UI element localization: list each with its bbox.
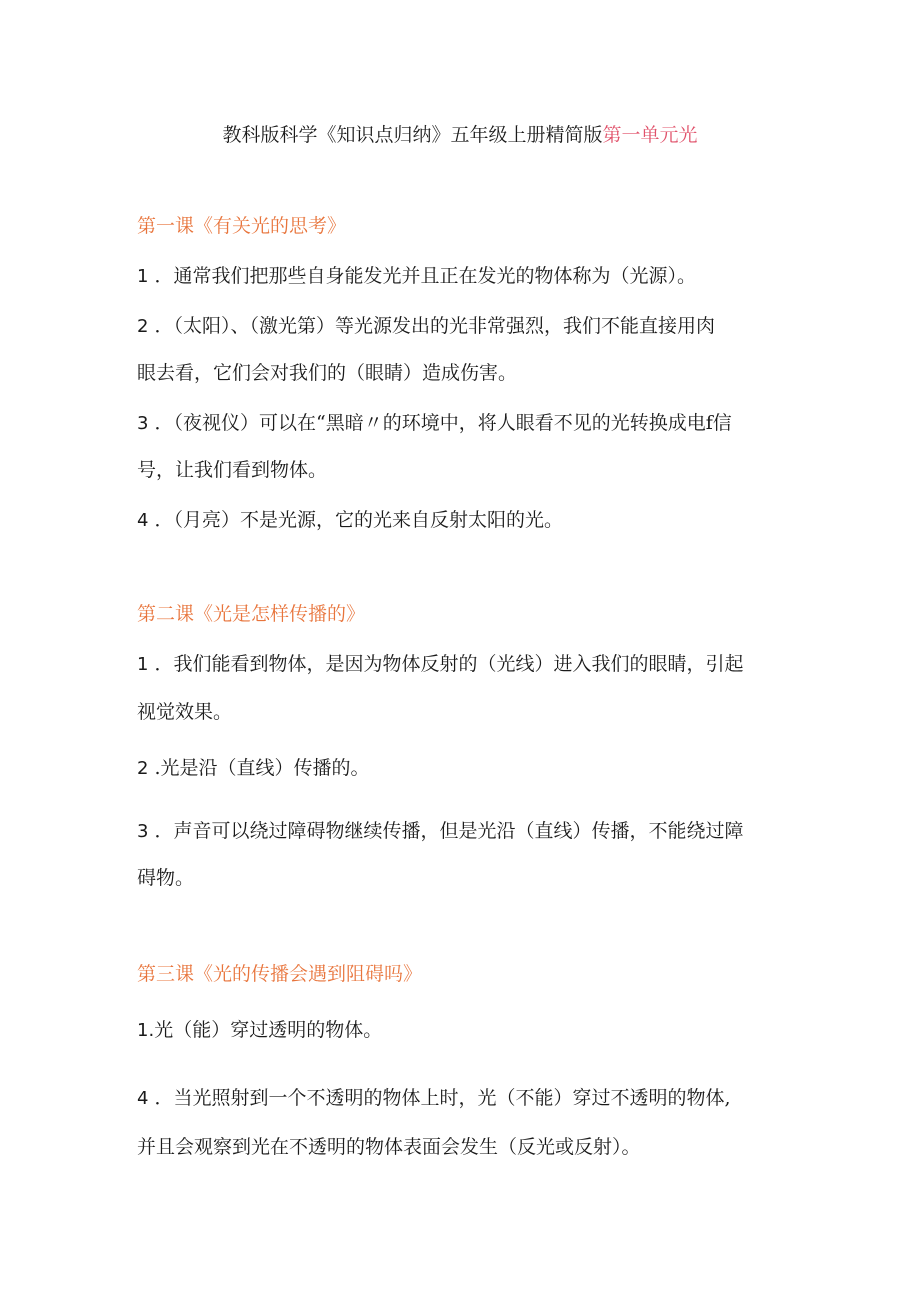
lesson2-heading: 第二课《光是怎样传播的》 bbox=[137, 603, 366, 625]
lesson2-item2-text: .光是沿（直线）传播的。 bbox=[148, 757, 370, 779]
lesson1-item3-line2: 号，让我们看到物体。 bbox=[137, 459, 328, 481]
lesson2-item2-number: 2 bbox=[137, 758, 149, 779]
lesson1-item2-line1 bbox=[137, 312, 715, 341]
lesson3-item1 bbox=[137, 1016, 382, 1045]
lesson1-item4-text: ．（月亮）不是光源，它的光来自反射太阳的光。 bbox=[148, 509, 563, 531]
lesson1-item2-text: ．（太阳）、（激光第）等光源发出的光非常强烈，我们不能直接用肉 bbox=[148, 315, 715, 337]
lesson3-item1-number: 1. bbox=[137, 1020, 155, 1041]
lesson1-item1-text: ．通常我们把那些自身能发光并且正在发光的物体称为（光源）。 bbox=[148, 265, 696, 287]
lesson2-item2 bbox=[137, 754, 370, 783]
lesson2-item1-line1 bbox=[137, 650, 744, 679]
lesson3-item4-line1 bbox=[137, 1084, 731, 1113]
lesson1-item4-number: 4 bbox=[137, 510, 149, 531]
lesson2-item3-text: ．声音可以绕过障碍物继续传播，但是光沿（直线）传播，不能绕过障 bbox=[148, 820, 744, 842]
lesson3-item1-text: 光（能）穿过透明的物体。 bbox=[154, 1019, 383, 1041]
lesson2-item3-line2: 碍物。 bbox=[137, 867, 195, 889]
lesson1-heading: 第一课《有关光的思考》 bbox=[137, 215, 347, 237]
lesson1-item3-line1 bbox=[137, 409, 732, 438]
lesson1-item2-number: 2 bbox=[137, 316, 149, 337]
lesson1-item1 bbox=[137, 262, 696, 291]
lesson3-item4-text: ．当光照射到一个不透明的物体上时，光（不能）穿过不透明的物体, bbox=[148, 1087, 731, 1109]
lesson2-item1-line2: 视觉效果。 bbox=[137, 701, 233, 723]
lesson3-heading: 第三课《光的传播会遇到阻碍吗》 bbox=[137, 963, 423, 985]
lesson2-item3-number: 3 bbox=[137, 821, 149, 842]
title-unit: 第一单元光 bbox=[602, 124, 698, 146]
lesson2-item1-number: 1 bbox=[137, 654, 149, 675]
lesson3-item4-number: 4 bbox=[137, 1088, 149, 1109]
lesson2-item3-line1 bbox=[137, 817, 744, 846]
title-main: 教科版科学《知识点归纳》五年级上册精简版 bbox=[222, 124, 603, 146]
lesson2-item1-text: ．我们能看到物体，是因为物体反射的（光线）进入我们的眼睛，引起 bbox=[148, 653, 744, 675]
lesson1-item1-number: 1 bbox=[137, 266, 149, 287]
lesson1-item2-line2: 眼去看，它们会对我们的（眼睛）造成伤害。 bbox=[137, 362, 518, 384]
lesson3-item4-line2: 并且会观察到光在不透明的物体表面会发生（反光或反射）。 bbox=[137, 1136, 641, 1158]
document-title bbox=[0, 121, 920, 149]
lesson1-item3-number: 3 bbox=[137, 413, 149, 434]
lesson1-item3-text: ．（夜视仪）可以在“黑暗〃的环境中，将人眼看不见的光转换成电f信 bbox=[148, 412, 732, 434]
lesson1-item4 bbox=[137, 506, 563, 535]
